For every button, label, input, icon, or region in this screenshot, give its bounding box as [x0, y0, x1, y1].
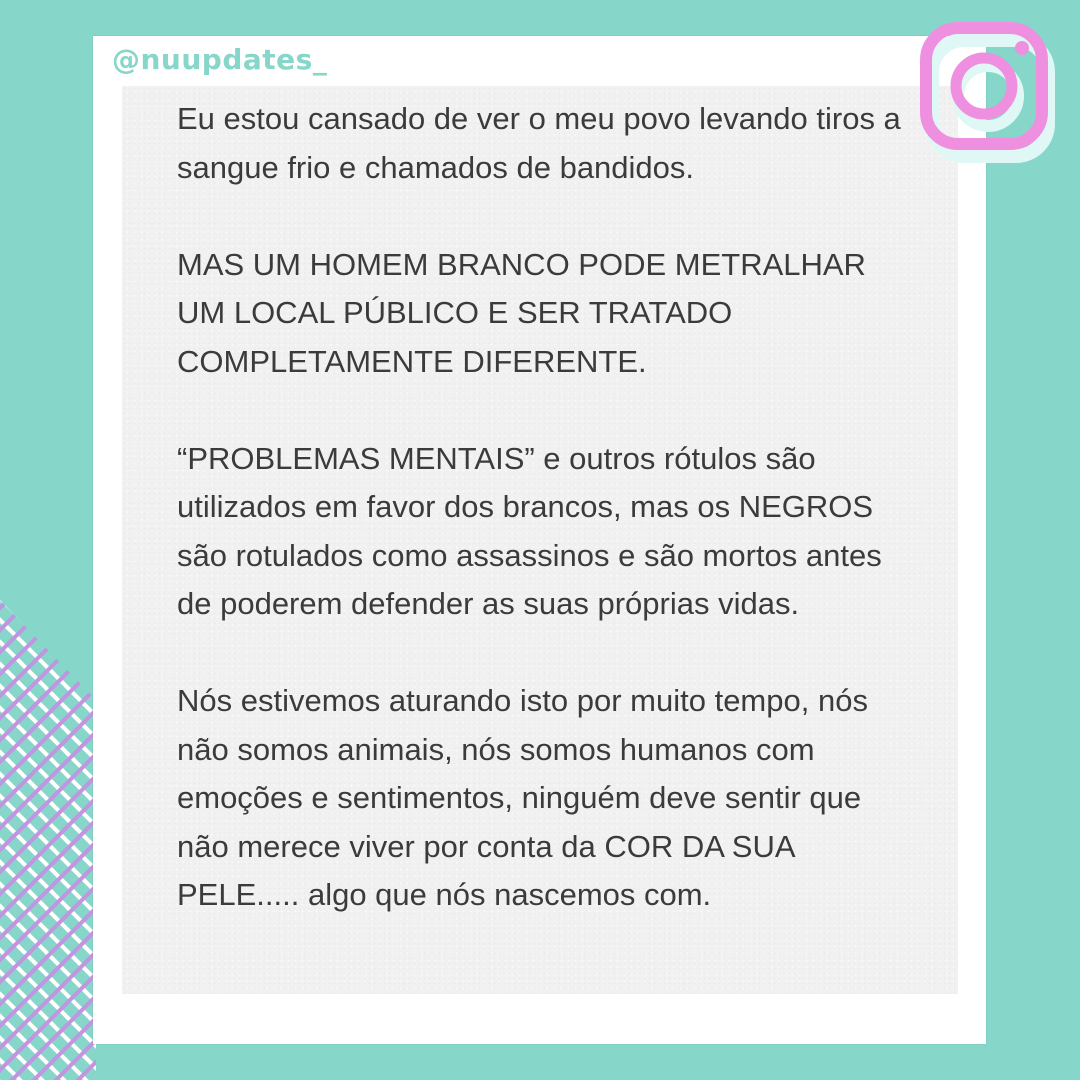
- lattice-line: [0, 600, 96, 738]
- post-body: [177, 95, 917, 920]
- lattice-line: [0, 1018, 96, 1080]
- lattice-line: [0, 600, 96, 650]
- lattice-line: [0, 600, 96, 650]
- lattice-line: [0, 600, 96, 628]
- paragraph-3: “PROBLEMAS MENTAIS” e outros rótulos são utilizados em favor dos brancos, mas os NEGROS são rotulados como assassinos e são mortos antes de poderem defender as suas próprias vidas.: [177, 440, 882, 621]
- lattice-line: [0, 600, 96, 628]
- paragraph-2: MAS UM HOMEM BRANCO PODE METRALHAR UM LOCAL PÚBLICO E SER TRATADO COMPLETAMENTE DIFERENTE.: [177, 246, 866, 379]
- paragraph-1: Eu estou cansado de ver o meu povo levando tiros a sangue frio e chamados de bandidos.: [177, 101, 901, 185]
- account-handle: @nuupdates_: [112, 43, 328, 76]
- lattice-line: [0, 600, 96, 606]
- lattice-line: [0, 1018, 96, 1080]
- lattice-line: [0, 952, 96, 1080]
- instagram-icon: [912, 16, 1062, 166]
- lattice-line: [0, 600, 96, 606]
- lattice-line: [0, 952, 96, 1080]
- lattice-pattern: [0, 600, 96, 1080]
- paragraph-4: Nós estivemos aturando isto por muito tempo, nós não somos animais, nós somos humanos com emoções e sentimentos, ninguém deve sentir que não merece viver por conta da COR DA SUA PELE..... algo que nós nascemos com.: [177, 683, 868, 912]
